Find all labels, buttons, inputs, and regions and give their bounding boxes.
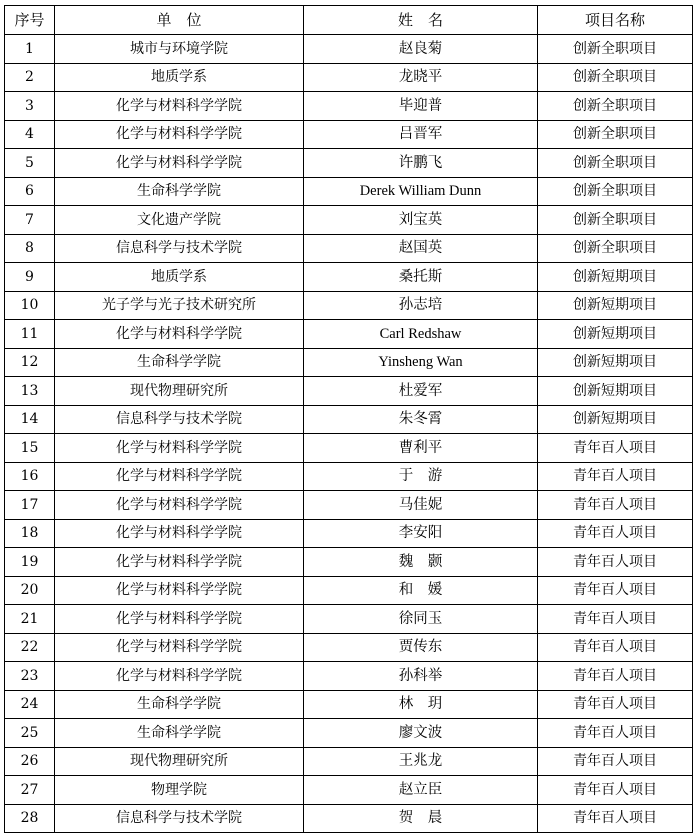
cell-project-name: 青年百人项目 <box>538 747 693 776</box>
cell-project-name: 创新全职项目 <box>538 149 693 178</box>
cell-unit: 信息科学与技术学院 <box>55 234 304 263</box>
cell-project-name: 青年百人项目 <box>538 434 693 463</box>
cell-unit: 文化遗产学院 <box>55 206 304 235</box>
cell-unit: 生命科学学院 <box>55 348 304 377</box>
table-row <box>5 804 693 833</box>
cell-name: 刘宝英 <box>304 206 538 235</box>
cell-unit: 地质学系 <box>55 63 304 92</box>
cell-name: Carl Redshaw <box>304 320 538 349</box>
cell-unit: 生命科学学院 <box>55 719 304 748</box>
cell-project-name: 青年百人项目 <box>538 662 693 691</box>
cell-unit: 生命科学学院 <box>55 690 304 719</box>
header-serial-number: 序号 <box>5 6 55 35</box>
cell-serial-number: 6 <box>5 177 55 206</box>
table-row <box>5 377 693 406</box>
table-row <box>5 63 693 92</box>
table-row <box>5 662 693 691</box>
cell-serial-number: 22 <box>5 633 55 662</box>
table-row <box>5 348 693 377</box>
cell-project-name: 青年百人项目 <box>538 462 693 491</box>
cell-serial-number: 4 <box>5 120 55 149</box>
cell-name: 于 游 <box>304 462 538 491</box>
cell-serial-number: 13 <box>5 377 55 406</box>
cell-serial-number: 5 <box>5 149 55 178</box>
cell-name: 贺 晨 <box>304 804 538 833</box>
cell-project-name: 创新短期项目 <box>538 263 693 292</box>
cell-name: 和 媛 <box>304 576 538 605</box>
cell-project-name: 创新短期项目 <box>538 405 693 434</box>
table-row <box>5 548 693 577</box>
header-project-name: 项目名称 <box>538 6 693 35</box>
cell-name: 赵良菊 <box>304 35 538 64</box>
cell-serial-number: 9 <box>5 263 55 292</box>
cell-unit: 化学与材料科学学院 <box>55 462 304 491</box>
cell-unit: 光子学与光子技术研究所 <box>55 291 304 320</box>
cell-serial-number: 3 <box>5 92 55 121</box>
cell-name: Derek William Dunn <box>304 177 538 206</box>
cell-unit: 化学与材料科学学院 <box>55 320 304 349</box>
cell-unit: 化学与材料科学学院 <box>55 491 304 520</box>
cell-serial-number: 2 <box>5 63 55 92</box>
cell-unit: 化学与材料科学学院 <box>55 576 304 605</box>
cell-project-name: 青年百人项目 <box>538 491 693 520</box>
cell-project-name: 青年百人项目 <box>538 519 693 548</box>
table-row <box>5 519 693 548</box>
table-row <box>5 605 693 634</box>
cell-name: 廖文波 <box>304 719 538 748</box>
table-row <box>5 434 693 463</box>
cell-serial-number: 18 <box>5 519 55 548</box>
talent-table-container <box>4 5 692 833</box>
table-row <box>5 206 693 235</box>
cell-name: 林 玥 <box>304 690 538 719</box>
cell-name: 许鹏飞 <box>304 149 538 178</box>
cell-serial-number: 17 <box>5 491 55 520</box>
table-row <box>5 92 693 121</box>
table-row <box>5 747 693 776</box>
header-name: 姓 名 <box>304 6 538 35</box>
cell-unit: 化学与材料科学学院 <box>55 605 304 634</box>
table-row <box>5 633 693 662</box>
cell-name: 王兆龙 <box>304 747 538 776</box>
table-row <box>5 291 693 320</box>
cell-unit: 现代物理研究所 <box>55 747 304 776</box>
cell-unit: 物理学院 <box>55 776 304 805</box>
cell-unit: 信息科学与技术学院 <box>55 804 304 833</box>
table-header <box>5 6 693 35</box>
table-row <box>5 719 693 748</box>
cell-serial-number: 16 <box>5 462 55 491</box>
cell-project-name: 创新短期项目 <box>538 348 693 377</box>
cell-name: 赵立臣 <box>304 776 538 805</box>
cell-project-name: 青年百人项目 <box>538 605 693 634</box>
cell-name: 吕晋军 <box>304 120 538 149</box>
table-row <box>5 690 693 719</box>
table-row <box>5 320 693 349</box>
cell-serial-number: 12 <box>5 348 55 377</box>
cell-serial-number: 11 <box>5 320 55 349</box>
cell-serial-number: 26 <box>5 747 55 776</box>
cell-name: 魏 颢 <box>304 548 538 577</box>
cell-unit: 化学与材料科学学院 <box>55 662 304 691</box>
cell-name: 李安阳 <box>304 519 538 548</box>
cell-serial-number: 7 <box>5 206 55 235</box>
cell-unit: 信息科学与技术学院 <box>55 405 304 434</box>
cell-project-name: 创新全职项目 <box>538 206 693 235</box>
table-row <box>5 462 693 491</box>
cell-serial-number: 10 <box>5 291 55 320</box>
cell-serial-number: 24 <box>5 690 55 719</box>
cell-name: 龙晓平 <box>304 63 538 92</box>
cell-serial-number: 8 <box>5 234 55 263</box>
cell-serial-number: 15 <box>5 434 55 463</box>
cell-unit: 城市与环境学院 <box>55 35 304 64</box>
cell-serial-number: 27 <box>5 776 55 805</box>
cell-name: 曹利平 <box>304 434 538 463</box>
cell-name: 朱冬霄 <box>304 405 538 434</box>
cell-project-name: 青年百人项目 <box>538 690 693 719</box>
cell-name: 孙志培 <box>304 291 538 320</box>
header-row <box>5 6 693 35</box>
cell-name: Yinsheng Wan <box>304 348 538 377</box>
table-row <box>5 263 693 292</box>
cell-project-name: 创新短期项目 <box>538 291 693 320</box>
cell-name: 孙科举 <box>304 662 538 691</box>
cell-project-name: 创新全职项目 <box>538 177 693 206</box>
table-row <box>5 120 693 149</box>
table-row <box>5 177 693 206</box>
cell-name: 徐同玉 <box>304 605 538 634</box>
cell-unit: 化学与材料科学学院 <box>55 434 304 463</box>
cell-serial-number: 1 <box>5 35 55 64</box>
cell-project-name: 创新全职项目 <box>538 234 693 263</box>
cell-unit: 化学与材料科学学院 <box>55 548 304 577</box>
cell-project-name: 青年百人项目 <box>538 776 693 805</box>
cell-serial-number: 19 <box>5 548 55 577</box>
cell-serial-number: 28 <box>5 804 55 833</box>
cell-project-name: 创新全职项目 <box>538 35 693 64</box>
cell-project-name: 创新全职项目 <box>538 63 693 92</box>
cell-serial-number: 21 <box>5 605 55 634</box>
cell-serial-number: 25 <box>5 719 55 748</box>
table-row <box>5 491 693 520</box>
cell-name: 桑托斯 <box>304 263 538 292</box>
table-row <box>5 35 693 64</box>
cell-project-name: 青年百人项目 <box>538 576 693 605</box>
cell-project-name: 创新短期项目 <box>538 320 693 349</box>
cell-name: 马佳妮 <box>304 491 538 520</box>
cell-unit: 化学与材料科学学院 <box>55 120 304 149</box>
cell-unit: 现代物理研究所 <box>55 377 304 406</box>
cell-project-name: 青年百人项目 <box>538 633 693 662</box>
table-row <box>5 149 693 178</box>
table-row <box>5 776 693 805</box>
cell-project-name: 青年百人项目 <box>538 548 693 577</box>
table-row <box>5 234 693 263</box>
cell-project-name: 青年百人项目 <box>538 804 693 833</box>
cell-serial-number: 20 <box>5 576 55 605</box>
talent-project-table <box>4 5 693 833</box>
cell-project-name: 创新全职项目 <box>538 92 693 121</box>
cell-name: 毕迎普 <box>304 92 538 121</box>
cell-serial-number: 23 <box>5 662 55 691</box>
cell-project-name: 创新全职项目 <box>538 120 693 149</box>
cell-unit: 生命科学学院 <box>55 177 304 206</box>
cell-unit: 地质学系 <box>55 263 304 292</box>
table-body <box>5 35 693 833</box>
table-row <box>5 405 693 434</box>
cell-unit: 化学与材料科学学院 <box>55 519 304 548</box>
cell-project-name: 创新短期项目 <box>538 377 693 406</box>
cell-name: 赵国英 <box>304 234 538 263</box>
cell-project-name: 青年百人项目 <box>538 719 693 748</box>
cell-unit: 化学与材料科学学院 <box>55 149 304 178</box>
cell-unit: 化学与材料科学学院 <box>55 92 304 121</box>
cell-unit: 化学与材料科学学院 <box>55 633 304 662</box>
cell-name: 贾传东 <box>304 633 538 662</box>
header-unit: 单 位 <box>55 6 304 35</box>
cell-name: 杜爱军 <box>304 377 538 406</box>
cell-serial-number: 14 <box>5 405 55 434</box>
table-row <box>5 576 693 605</box>
